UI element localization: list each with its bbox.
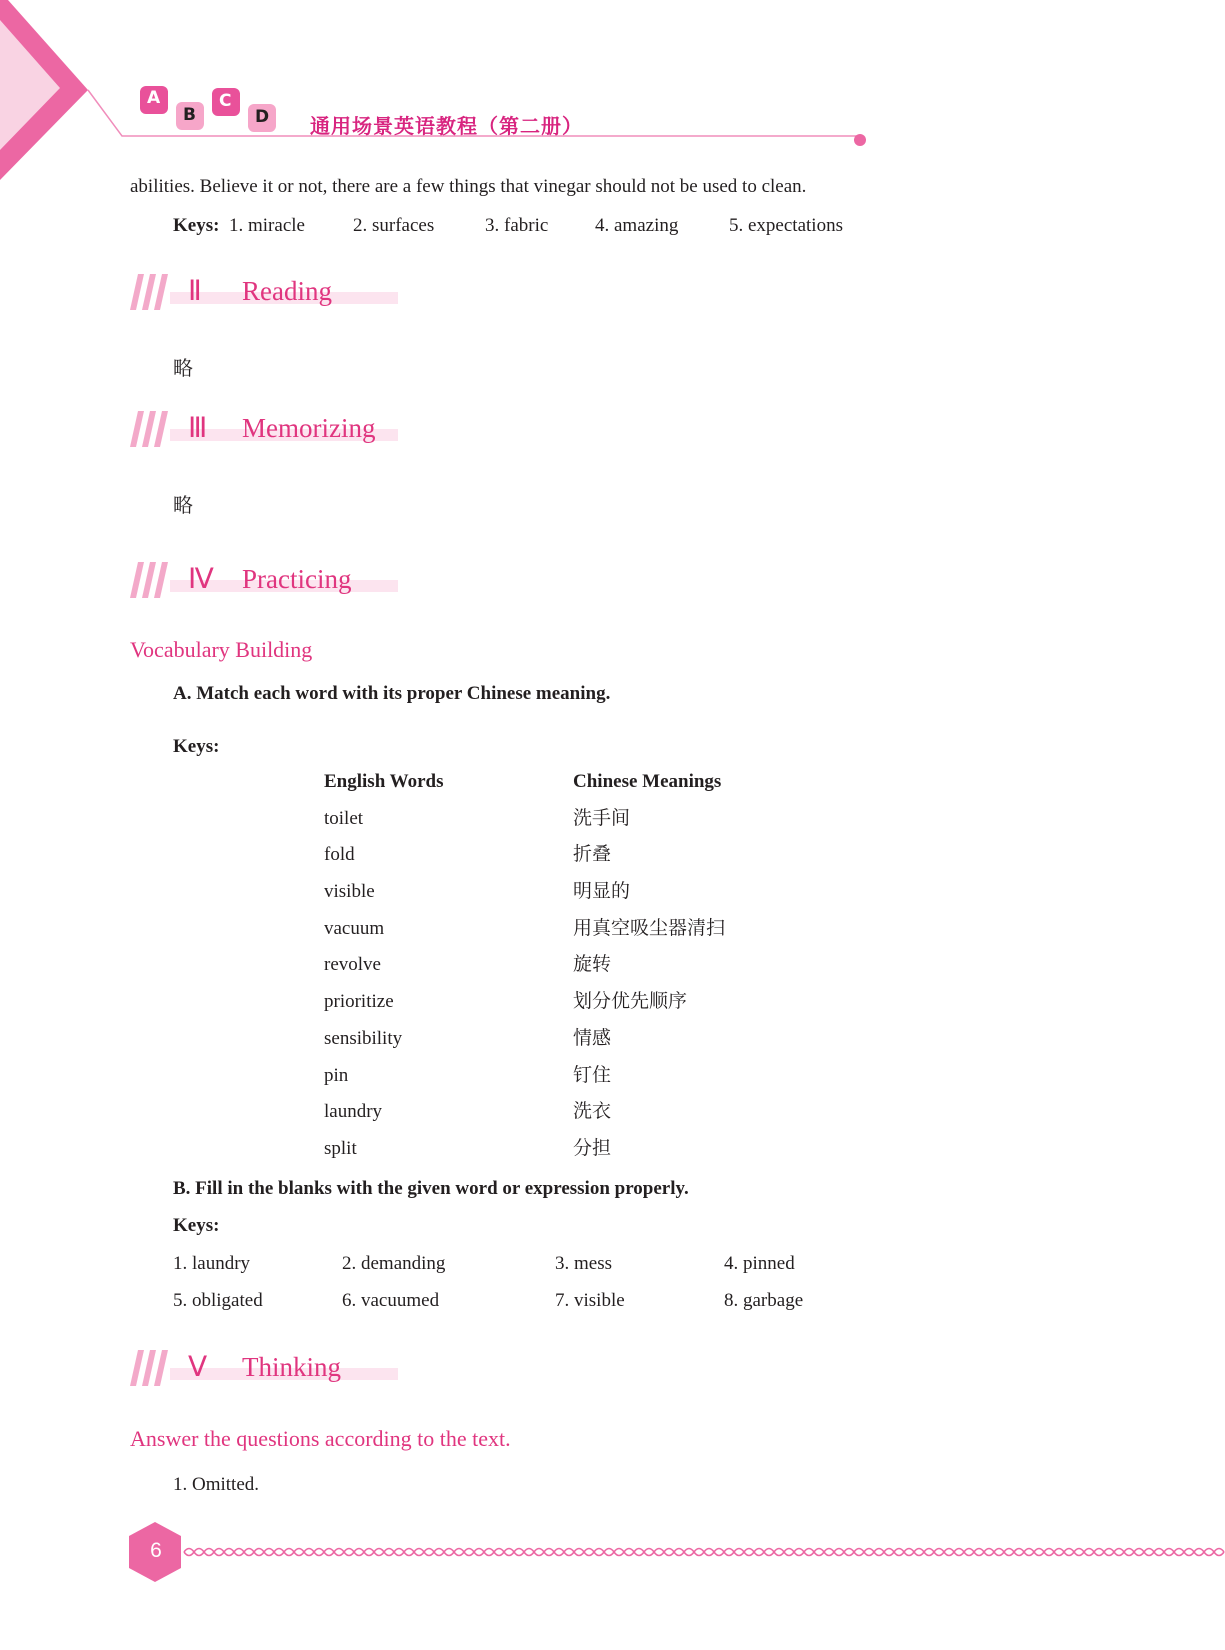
vocab-english-word: prioritize [324, 991, 394, 1013]
vocab-chinese-meaning: 分担 [573, 1137, 612, 1159]
part-b-answer: 6. vacuumed [342, 1290, 440, 1311]
part-b-instruction: B. Fill in the blanks with the given word or expression properly. [173, 1178, 689, 1199]
section-numeral: Ⅲ [188, 413, 208, 444]
header-decoration [0, 0, 900, 190]
thinking-answer: 1. Omitted. [173, 1474, 260, 1495]
section-title: Thinking [242, 1352, 341, 1382]
vocab-header-chinese: Chinese Meanings [573, 771, 722, 792]
vocab-chinese-meaning: 情感 [573, 1027, 612, 1049]
section-header-thinking [130, 1350, 400, 1390]
vocab-english-word: revolve [324, 954, 381, 976]
footer-wave-line [184, 1549, 1224, 1556]
vocab-english-word: pin [324, 1064, 349, 1086]
section-title: Practicing [242, 564, 352, 594]
logo-letter-a: A [147, 88, 161, 108]
intro-text: abilities. Believe it or not, there are a few things that vinegar should not be used to clean. [130, 176, 807, 197]
book-title: 通用场景英语教程（第二册） [310, 114, 583, 138]
section-numeral: Ⅴ [188, 1352, 208, 1383]
section-slash-icon [130, 1350, 172, 1388]
vocab-english-word: visible [324, 881, 375, 903]
vocab-english-word: laundry [324, 1101, 383, 1123]
intro-keys-label: Keys: [173, 215, 220, 236]
vocab-chinese-meaning: 钉住 [573, 1064, 612, 1086]
part-b-answer: 3. mess [555, 1253, 612, 1274]
intro-key-item: 3. fabric [485, 215, 549, 236]
part-b-answer: 2. demanding [342, 1253, 446, 1274]
part-b-answer: 1. laundry [173, 1253, 251, 1274]
header-rule-dot [854, 134, 866, 146]
section-header-practicing [130, 562, 400, 602]
vocab-header-english: English Words [324, 771, 444, 792]
section-title: Reading [242, 276, 332, 306]
section-body-memorizing: 略 [173, 495, 193, 517]
vocab-chinese-meaning: 用真空吸尘器清扫 [573, 917, 726, 939]
logo-letter-c: C [219, 91, 232, 111]
part-b-answer: 7. visible [555, 1290, 625, 1311]
intro-key-item: 4. amazing [595, 215, 679, 236]
vocab-col-english [324, 770, 444, 1174]
vocab-english-word: sensibility [324, 1027, 403, 1049]
vocab-english-word: toilet [324, 807, 364, 829]
section-slash-icon [130, 274, 172, 312]
vocab-english-word: vacuum [324, 917, 385, 939]
vocab-english-word: split [324, 1137, 357, 1159]
section-numeral: Ⅳ [188, 564, 214, 595]
vocab-chinese-meaning: 洗衣 [573, 1101, 612, 1123]
logo-blocks [140, 86, 290, 151]
vocab-chinese-meaning: 洗手间 [573, 807, 631, 829]
logo-letter-d: D [255, 107, 270, 127]
section-title: Memorizing [242, 413, 376, 443]
intro-key-item: 2. surfaces [353, 215, 435, 236]
page-number: 6 [150, 1539, 162, 1562]
section-body-reading: 略 [173, 358, 193, 380]
footer-decoration [128, 1522, 1225, 1586]
intro-key-item: 1. miracle [229, 215, 305, 236]
thinking-subtitle: Answer the questions according to the text. [130, 1426, 511, 1451]
part-a-instruction: A. Match each word with its proper Chinese meaning. [173, 683, 611, 704]
part-b-answer: 5. obligated [173, 1290, 263, 1311]
vocab-chinese-meaning: 旋转 [573, 954, 612, 976]
section-header-reading [130, 274, 400, 314]
part-b-keys-label: Keys: [173, 1215, 220, 1236]
part-b-answer: 8. garbage [724, 1290, 804, 1311]
vocab-chinese-meaning: 明显的 [573, 881, 631, 903]
part-b-answer: 4. pinned [724, 1253, 795, 1274]
section-header-memorizing [130, 411, 400, 451]
section-slash-icon [130, 411, 172, 449]
vocab-english-word: fold [324, 844, 355, 866]
intro-key-item: 5. expectations [729, 215, 843, 236]
vocabulary-building-subtitle: Vocabulary Building [130, 637, 313, 662]
vocab-col-chinese [573, 770, 725, 1174]
part-a-keys-label: Keys: [173, 736, 220, 757]
section-slash-icon [130, 562, 172, 600]
vocab-chinese-meaning: 折叠 [573, 844, 612, 866]
logo-letter-b: B [183, 105, 196, 125]
vocab-chinese-meaning: 划分优先顺序 [573, 991, 688, 1013]
section-numeral: Ⅱ [188, 276, 202, 307]
